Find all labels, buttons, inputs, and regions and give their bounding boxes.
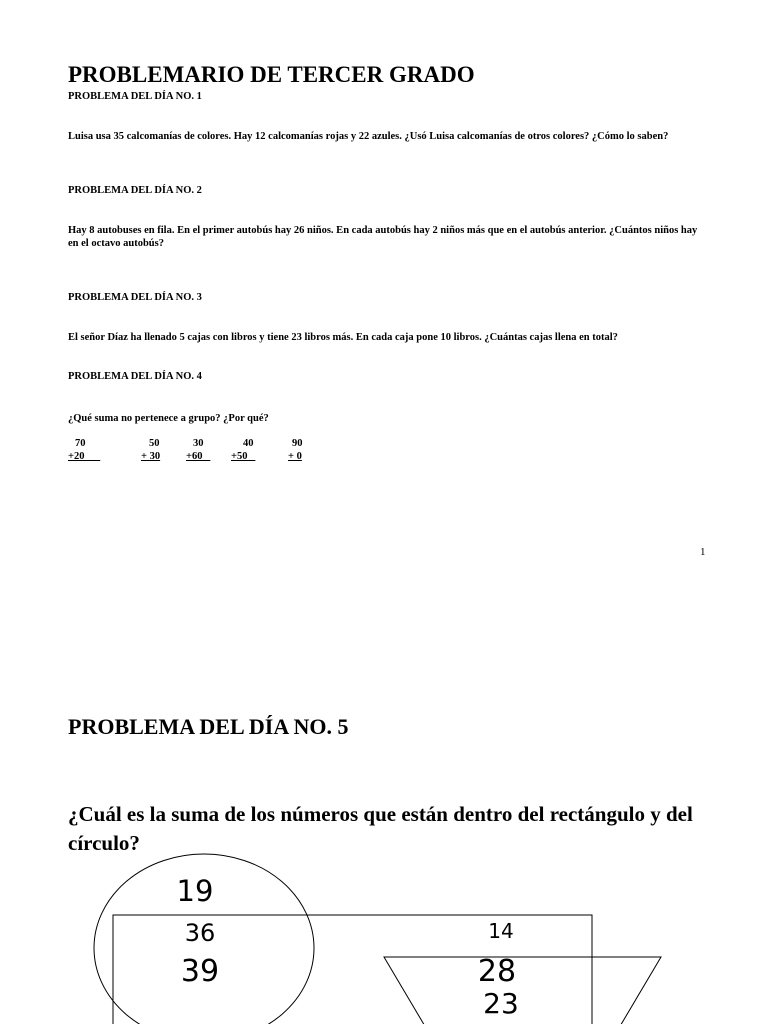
problem-5-header: PROBLEMA DEL DÍA NO. 5 — [68, 714, 349, 739]
sum-4-bottom: +50 — [231, 451, 256, 462]
figure-number-23: 23 — [483, 987, 519, 1020]
figure-number-36: 36 — [184, 919, 216, 947]
problem-3-header: PROBLEMA DEL DÍA NO. 3 — [68, 292, 202, 303]
sum-4-top: 40 — [243, 438, 254, 449]
figure-number-19: 19 — [176, 874, 214, 908]
problem-1-header: PROBLEMA DEL DÍA NO. 1 — [68, 91, 202, 102]
sum-3-top: 30 — [193, 438, 204, 449]
problem-1-text: Luisa usa 35 calcomanías de colores. Hay 12 calcomanías rojas y 22 azules. ¿Usó Luisa calcomanías de otros colores? ¿Cómo lo saben? — [68, 131, 669, 142]
problem-4-header: PROBLEMA DEL DÍA NO. 4 — [68, 371, 202, 382]
problem-2-text: Hay 8 autobuses en fila. En el primer autobús hay 26 niños. En cada autobús hay 2 niños más que en el autobús anterior. ¿Cuántos niños hay en el octavo autobús? — [68, 225, 698, 249]
problem-3-text: El señor Díaz ha llenado 5 cajas con libros y tiene 23 libros más. En cada caja pone 10 libros. ¿Cuántas cajas llena en total? — [68, 332, 618, 343]
figure-number-14: 14 — [488, 919, 514, 943]
sum-3-bottom: +60 — [186, 451, 211, 462]
document-title: PROBLEMARIO DE TERCER GRADO — [68, 62, 475, 87]
sum-1-top: 70 — [75, 438, 86, 449]
sum-5-top: 90 — [292, 438, 303, 449]
sum-2-top: 50 — [149, 438, 160, 449]
page-number: 1 — [700, 546, 706, 558]
sum-1-bottom: +20 — [68, 451, 101, 462]
problem-5-question: ¿Cuál es la suma de los números que están dentro del rectángulo y del círculo? — [68, 802, 693, 855]
shapes-figure — [0, 850, 768, 1024]
sum-5-bottom: + 0 — [288, 451, 302, 462]
problem-2-header: PROBLEMA DEL DÍA NO. 2 — [68, 185, 202, 196]
problem-4-text: ¿Qué suma no pertenece a grupo? ¿Por qué? — [68, 413, 269, 424]
sum-2-bottom: + 30 — [141, 451, 161, 462]
figure-number-39: 39 — [180, 954, 220, 989]
trapezoid-shape — [384, 957, 661, 1024]
figure-number-28: 28 — [477, 954, 517, 989]
